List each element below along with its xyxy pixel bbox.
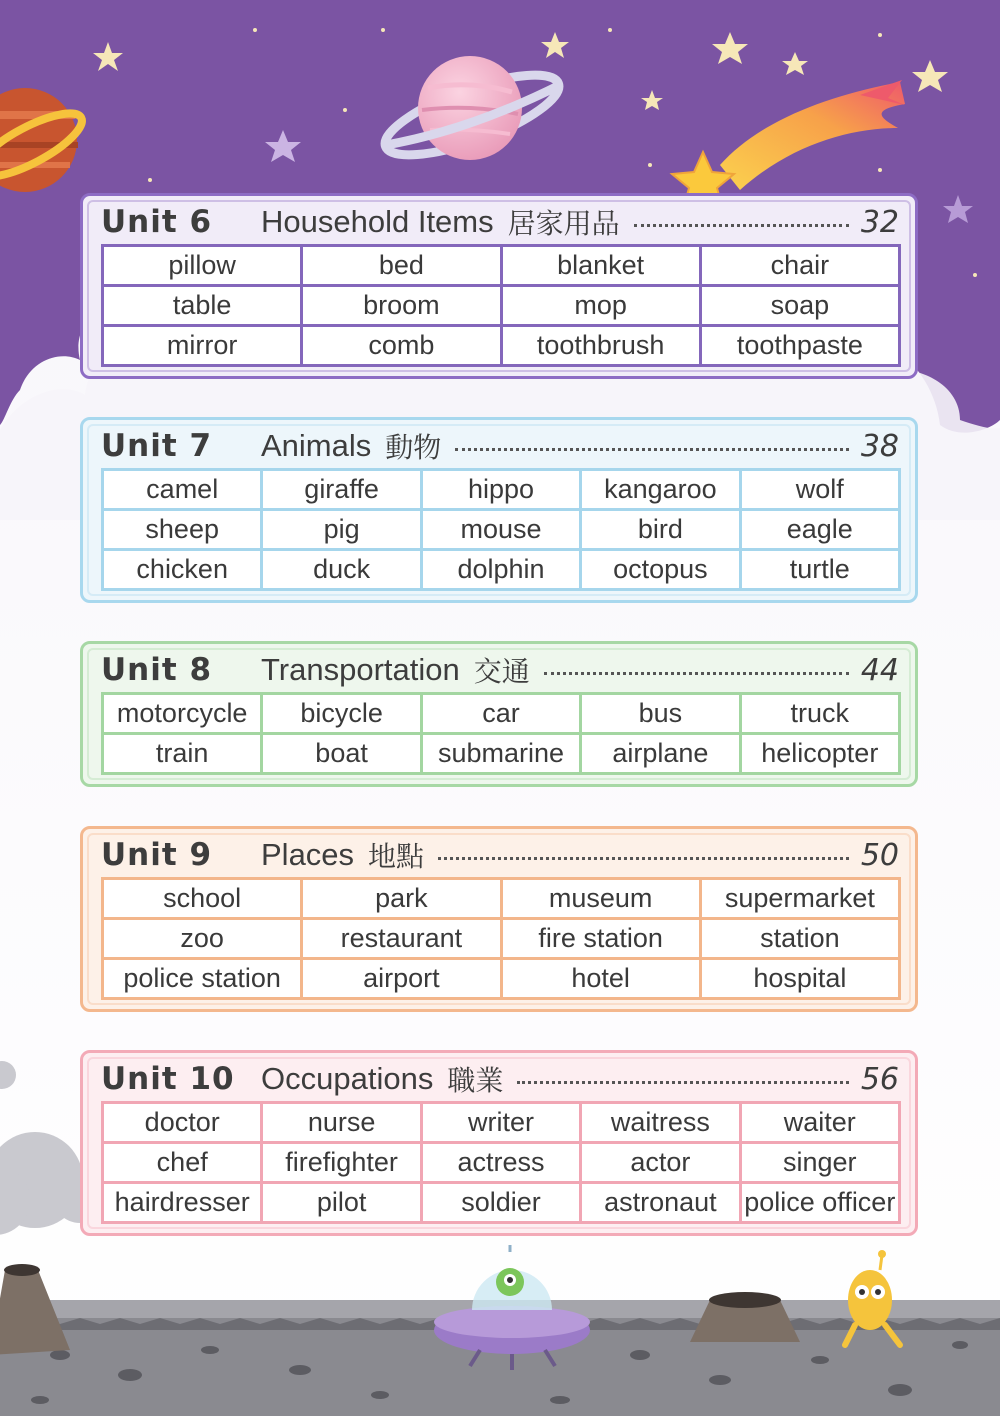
word-cell: sheep (103, 510, 262, 550)
word-cell: giraffe (262, 470, 421, 510)
word-cell: hospital (700, 959, 899, 999)
word-cell: park (302, 879, 501, 919)
word-cell: table (103, 286, 302, 326)
unit-7-box (80, 417, 918, 603)
word-cell: waitress (581, 1103, 740, 1143)
unit-9-box (80, 826, 918, 1012)
word-cell: nurse (262, 1103, 421, 1143)
word-cell: hairdresser (103, 1183, 262, 1223)
word-cell: astronaut (581, 1183, 740, 1223)
table-row (103, 1103, 900, 1143)
word-cell: pig (262, 510, 421, 550)
leader-dots (517, 1081, 848, 1084)
leader-dots (455, 448, 849, 451)
unit-title: Occupations (261, 1061, 434, 1096)
word-cell: soldier (421, 1183, 580, 1223)
word-cell: octopus (581, 550, 740, 590)
unit-label: Unit 10 (101, 1061, 235, 1097)
table-row (103, 959, 900, 999)
unit-8-box (80, 641, 918, 787)
word-cell: broom (302, 286, 501, 326)
table-row (103, 470, 900, 510)
unit-8-header (101, 648, 899, 692)
word-cell: submarine (421, 734, 580, 774)
word-cell: bird (581, 510, 740, 550)
page-number: 44 (860, 652, 899, 688)
word-cell: duck (262, 550, 421, 590)
unit-title: Household Items (261, 204, 494, 239)
unit-title-chinese: 居家用品 (507, 207, 620, 240)
word-cell: waiter (740, 1103, 899, 1143)
page-number: 32 (860, 204, 899, 240)
word-cell: blanket (501, 246, 700, 286)
table-row (103, 246, 900, 286)
word-cell: hotel (501, 959, 700, 999)
unit-9-header (101, 833, 899, 877)
unit-title: Transportation (261, 652, 460, 687)
vocabulary-table (101, 692, 901, 775)
table-row (103, 919, 900, 959)
unit-6-header (101, 200, 899, 244)
word-cell: restaurant (302, 919, 501, 959)
word-cell: boat (262, 734, 421, 774)
word-cell: school (103, 879, 302, 919)
word-cell: dolphin (421, 550, 580, 590)
table-row (103, 1143, 900, 1183)
leader-dots (544, 672, 849, 675)
word-cell: soap (700, 286, 899, 326)
leader-dots (634, 224, 849, 227)
unit-10-header (101, 1057, 899, 1101)
word-cell: fire station (501, 919, 700, 959)
word-cell: doctor (103, 1103, 262, 1143)
table-row (103, 510, 900, 550)
word-cell: airport (302, 959, 501, 999)
leader-dots (438, 857, 849, 860)
vocabulary-table (101, 468, 901, 591)
word-cell: eagle (740, 510, 899, 550)
unit-label: Unit 7 (101, 428, 213, 464)
unit-label: Unit 8 (101, 652, 213, 688)
unit-title-chinese: 地點 (368, 840, 425, 873)
word-cell: helicopter (740, 734, 899, 774)
word-cell: supermarket (700, 879, 899, 919)
table-row (103, 734, 900, 774)
word-cell: airplane (581, 734, 740, 774)
word-cell: pillow (103, 246, 302, 286)
table-row (103, 694, 900, 734)
word-cell: toothpaste (700, 326, 899, 366)
table-row (103, 550, 900, 590)
word-cell: mop (501, 286, 700, 326)
word-cell: motorcycle (103, 694, 262, 734)
word-cell: hippo (421, 470, 580, 510)
word-cell: zoo (103, 919, 302, 959)
page-number: 56 (860, 1061, 899, 1097)
unit-10-box (80, 1050, 918, 1236)
unit-title-chinese: 動物 (385, 431, 442, 464)
table-row (103, 1183, 900, 1223)
word-cell: kangaroo (581, 470, 740, 510)
word-cell: pilot (262, 1183, 421, 1223)
word-cell: mirror (103, 326, 302, 366)
word-cell: truck (740, 694, 899, 734)
word-cell: chicken (103, 550, 262, 590)
word-cell: turtle (740, 550, 899, 590)
word-cell: bed (302, 246, 501, 286)
table-row (103, 286, 900, 326)
word-cell: police station (103, 959, 302, 999)
unit-title: Animals (261, 428, 372, 463)
vocabulary-table (101, 1101, 901, 1224)
word-cell: station (700, 919, 899, 959)
unit-7-header (101, 424, 899, 468)
word-cell: actress (421, 1143, 580, 1183)
word-cell: bicycle (262, 694, 421, 734)
word-cell: actor (581, 1143, 740, 1183)
word-cell: car (421, 694, 580, 734)
word-cell: camel (103, 470, 262, 510)
word-cell: singer (740, 1143, 899, 1183)
word-cell: police officer (740, 1183, 899, 1223)
unit-label: Unit 6 (101, 204, 213, 240)
word-cell: wolf (740, 470, 899, 510)
unit-title-chinese: 交通 (473, 655, 530, 688)
word-cell: mouse (421, 510, 580, 550)
unit-label: Unit 9 (101, 837, 213, 873)
word-cell: chair (700, 246, 899, 286)
word-cell: museum (501, 879, 700, 919)
word-cell: bus (581, 694, 740, 734)
table-row (103, 879, 900, 919)
unit-title-chinese: 職業 (447, 1064, 504, 1097)
word-cell: comb (302, 326, 501, 366)
page-number: 50 (860, 837, 899, 873)
unit-title: Places (261, 837, 355, 872)
word-cell: train (103, 734, 262, 774)
word-cell: chef (103, 1143, 262, 1183)
vocabulary-table (101, 244, 901, 367)
table-row (103, 326, 900, 366)
vocabulary-table (101, 877, 901, 1000)
word-cell: firefighter (262, 1143, 421, 1183)
word-cell: toothbrush (501, 326, 700, 366)
word-cell: writer (421, 1103, 580, 1143)
page-number: 38 (860, 428, 899, 464)
unit-6-box (80, 193, 918, 379)
